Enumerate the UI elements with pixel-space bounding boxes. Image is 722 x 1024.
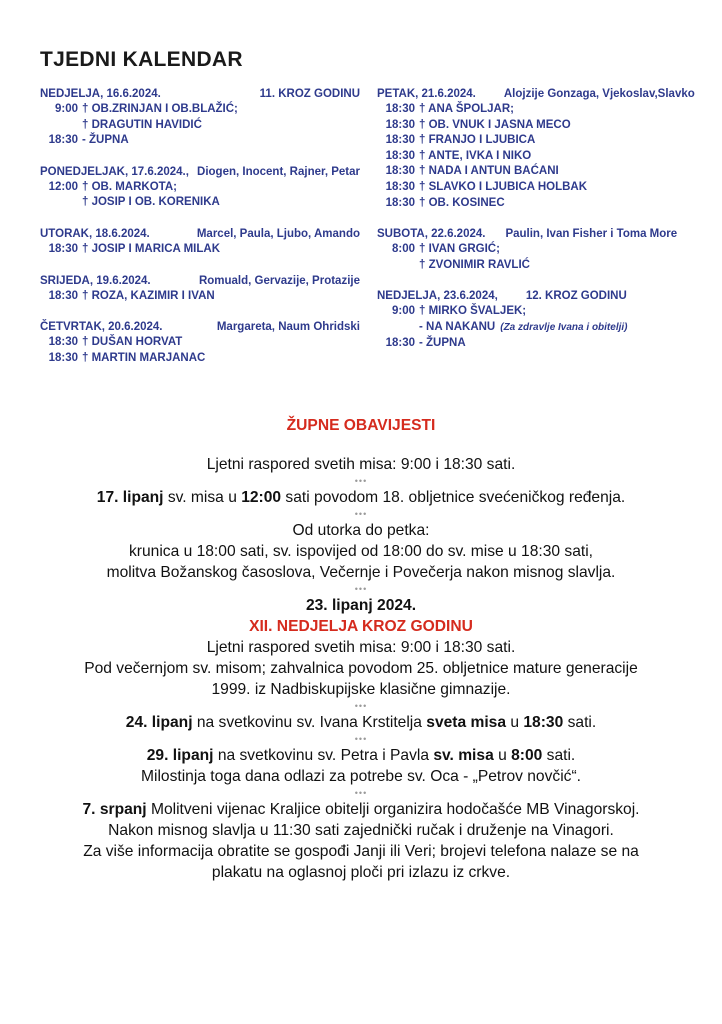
mass-intention (40, 133, 360, 149)
mass-time: 18:30 (385, 149, 415, 162)
notice-date: 24. lipanj (125, 714, 193, 731)
calendar-right-column (377, 86, 697, 366)
mass-time: 18:30 (385, 336, 415, 349)
separator (30, 787, 692, 799)
notice-june-24 (30, 712, 692, 733)
mass-intention (377, 320, 697, 336)
calendar-day-header (377, 288, 697, 304)
day-feast: Alojzije Gonzaga, Vjekoslav,Slavko (503, 88, 695, 100)
notice-july-7-line: Za više informacija obratite se gospođi Janji ili Veri; brojevi telefona nalaze se na (83, 843, 639, 860)
notice-weekday-line: krunica u 18:00 sati, sv. ispovijed od 18:00 do sv. mise u 18:30 sati, (128, 543, 594, 560)
notice-weekday-line: Od utorka do petka: (292, 522, 430, 539)
mass-time: 18:30 (385, 118, 415, 131)
intention-text: † OB. MARKOTA; (82, 180, 177, 193)
mass-intention (40, 335, 360, 351)
separator (30, 508, 692, 520)
calendar-day-header (40, 273, 360, 289)
calendar-day (40, 226, 360, 258)
intention-text: † MARTIN MARJANAC (82, 351, 206, 364)
mass-intention (377, 180, 697, 196)
day-feast: Margareta, Naum Ohridski (216, 321, 360, 334)
notice-text: sati. (563, 714, 597, 731)
day-feast: Romuald, Gervazije, Protazije (198, 274, 360, 287)
intention-text: † DUŠAN HORVAT (82, 336, 183, 349)
intention-text: † FRANJO I LJUBICA (419, 134, 536, 147)
notice-text: sv. misa u (163, 489, 242, 506)
calendar-day (40, 319, 360, 366)
mass-intention (40, 351, 360, 367)
mass-time: 18:30 (48, 134, 78, 147)
notice-june-23-date: 23. lipanj 2024. (305, 597, 417, 614)
calendar-day (40, 164, 360, 211)
separator (30, 700, 692, 712)
notice-june-23-line: Pod večernjom sv. misom; zahvalnica povodom 25. obljetnice mature generacije (84, 660, 638, 677)
notice-june-23-title: XII. NEDJELJA KROZ GODINU (249, 618, 473, 635)
notice-bold: sv. misa (433, 747, 494, 764)
separator (30, 475, 692, 487)
intention-text: † DRAGUTIN HAVIDIĆ (82, 118, 202, 131)
day-feast: Marcel, Paula, Ljubo, Amando (196, 227, 360, 240)
notice-time: 8:00 (511, 747, 543, 764)
intention-text: † MIRKO ŠVALJEK; (419, 305, 527, 318)
calendar-day-header (40, 226, 360, 242)
day-date: SUBOTA, 22.6.2024. (377, 228, 486, 241)
notice-june-17 (30, 487, 692, 508)
mass-time: 18:30 (385, 134, 415, 147)
mass-intention (377, 196, 697, 212)
intention-text: † JOSIP I OB. KORENIKA (82, 196, 220, 209)
mass-intention (377, 149, 697, 165)
notice-time: 18:30 (523, 714, 564, 731)
intention-text: † OB. VNUK I JASNA MECO (419, 118, 571, 131)
day-date: PONEDJELJAK, 17.6.2024., (40, 165, 189, 178)
calendar-day (377, 288, 697, 351)
day-date: SRIJEDA, 19.6.2024. (40, 274, 151, 287)
notice-text: u (506, 714, 524, 731)
day-feast: 11. KROZ GODINU (259, 88, 360, 100)
calendar-day-header (377, 226, 697, 242)
notice-date: 29. lipanj (146, 747, 214, 764)
mass-time: 9:00 (54, 103, 78, 115)
notice-june-23-line: Ljetni raspored svetih misa: 9:00 i 18:30 sati. (206, 639, 516, 656)
notice-bold: sveta misa (426, 714, 507, 731)
mass-intention (377, 258, 697, 274)
mass-intention (377, 102, 697, 118)
intention-text: † ANTE, IVKA I NIKO (419, 149, 532, 162)
mass-intention (377, 133, 697, 149)
mass-time: 8:00 (391, 243, 415, 256)
calendar-day-header (40, 164, 360, 180)
mass-time: 18:30 (385, 196, 415, 209)
mass-intention (40, 102, 360, 118)
calendar-day (377, 86, 697, 211)
mass-intention (40, 195, 360, 211)
calendar-day (40, 273, 360, 305)
calendar-day (40, 86, 360, 149)
day-date: UTORAK, 18.6.2024. (40, 227, 150, 240)
calendar-left-column (40, 86, 360, 381)
mass-intention (377, 118, 697, 134)
day-date: NEDJELJA, 16.6.2024. (40, 88, 161, 100)
notice-text: Molitveni vijenac Kraljice obitelji organizira hodočašće MB Vinagorskoj. (146, 801, 640, 818)
notice-june-23-line: 1999. iz Nadbiskupijske klasične gimnazije. (211, 681, 511, 698)
intention-text: - ŽUPNA (419, 336, 466, 349)
notice-text: u (493, 747, 512, 764)
notice-june-29-line2: Milostinja toga dana odlazi za potrebe sv. Oca - „Petrov novčić“. (140, 768, 581, 785)
mass-intention (377, 336, 697, 352)
parish-notices (30, 414, 692, 883)
day-date: NEDJELJA, 23.6.2024, (377, 290, 498, 303)
day-feast: 12. KROZ GODINU (525, 290, 627, 303)
intention-text: † ANA ŠPOLJAR; (419, 103, 514, 115)
intention-text: - NA NAKANU (419, 320, 496, 333)
notice-time: 12:00 (241, 489, 282, 506)
mass-intention (40, 242, 360, 258)
mass-time: 9:00 (391, 305, 415, 318)
separator (30, 733, 692, 745)
calendar-day-header (377, 86, 697, 102)
mass-time: 18:30 (385, 165, 415, 178)
notice-text: na svetkovinu sv. Ivana Krstitelja (192, 714, 427, 731)
mass-intention (377, 164, 697, 180)
mass-time: 18:30 (48, 336, 78, 349)
intention-text: † ROZA, KAZIMIR I IVAN (82, 289, 215, 302)
day-feast: Diogen, Inocent, Rajner, Petar (197, 165, 360, 178)
day-date: ČETVRTAK, 20.6.2024. (40, 321, 163, 334)
mass-time: 18:30 (48, 242, 78, 255)
notice-july-7 (30, 799, 692, 820)
notice-date: 17. lipanj (96, 489, 164, 506)
mass-time: 18:30 (385, 103, 415, 115)
day-date: PETAK, 21.6.2024. (377, 88, 476, 100)
mass-intention (377, 242, 697, 258)
notice-text: na svetkovinu sv. Petra i Pavla (213, 747, 434, 764)
intention-text: † IVAN GRGIĆ; (419, 243, 500, 256)
notice-date: 7. srpanj (82, 801, 147, 818)
calendar-day (377, 226, 697, 273)
intention-note: (Za zdravlje Ivana i obitelji) (500, 321, 628, 333)
notice-june-29 (30, 745, 692, 766)
notice-july-7-line: plakatu na oglasnoj ploči pri izlazu iz crkve. (211, 864, 511, 881)
notice-weekday-line: molitva Božanskog časoslova, Večernje i Povečerja nakon misnog slavlja. (106, 564, 616, 581)
mass-intention (377, 304, 697, 320)
intention-text: † ZVONIMIR RAVLIĆ (419, 258, 530, 271)
intention-text: - ŽUPNA (82, 134, 129, 147)
notice-text: sati. (542, 747, 576, 764)
mass-time: 18:30 (48, 289, 78, 302)
page-title: TJEDNI KALENDAR (40, 48, 243, 71)
mass-time: 18:30 (385, 180, 415, 193)
notice-text: sati povodom 18. obljetnice svećeničkog ređenja. (281, 489, 626, 506)
notice-july-7-line: Nakon misnog slavlja u 11:30 sati zajednički ručak i druženje na Vinagori. (108, 822, 614, 839)
mass-intention (40, 289, 360, 305)
intention-text: † OB.ZRINJAN I OB.BLAŽIĆ; (82, 103, 238, 115)
mass-time: 12:00 (48, 180, 78, 193)
separator (30, 583, 692, 595)
intention-text: † SLAVKO I LJUBICA HOLBAK (419, 180, 588, 193)
mass-intention (40, 118, 360, 134)
intention-text: † NADA I ANTUN BAĆANI (419, 165, 559, 178)
mass-intention (40, 180, 360, 196)
calendar-day-header (40, 319, 360, 335)
intention-text: † OB. KOSINEC (419, 196, 505, 209)
day-feast: Paulin, Ivan Fisher i Toma More (505, 228, 678, 241)
intention-text: † JOSIP I MARICA MILAK (82, 242, 221, 255)
calendar-day-header (40, 86, 360, 102)
notices-heading: ŽUPNE OBAVIJESTI (286, 417, 436, 434)
notice-summer-schedule: Ljetni raspored svetih misa: 9:00 i 18:30 sati. (206, 456, 516, 473)
mass-time: 18:30 (48, 351, 78, 364)
